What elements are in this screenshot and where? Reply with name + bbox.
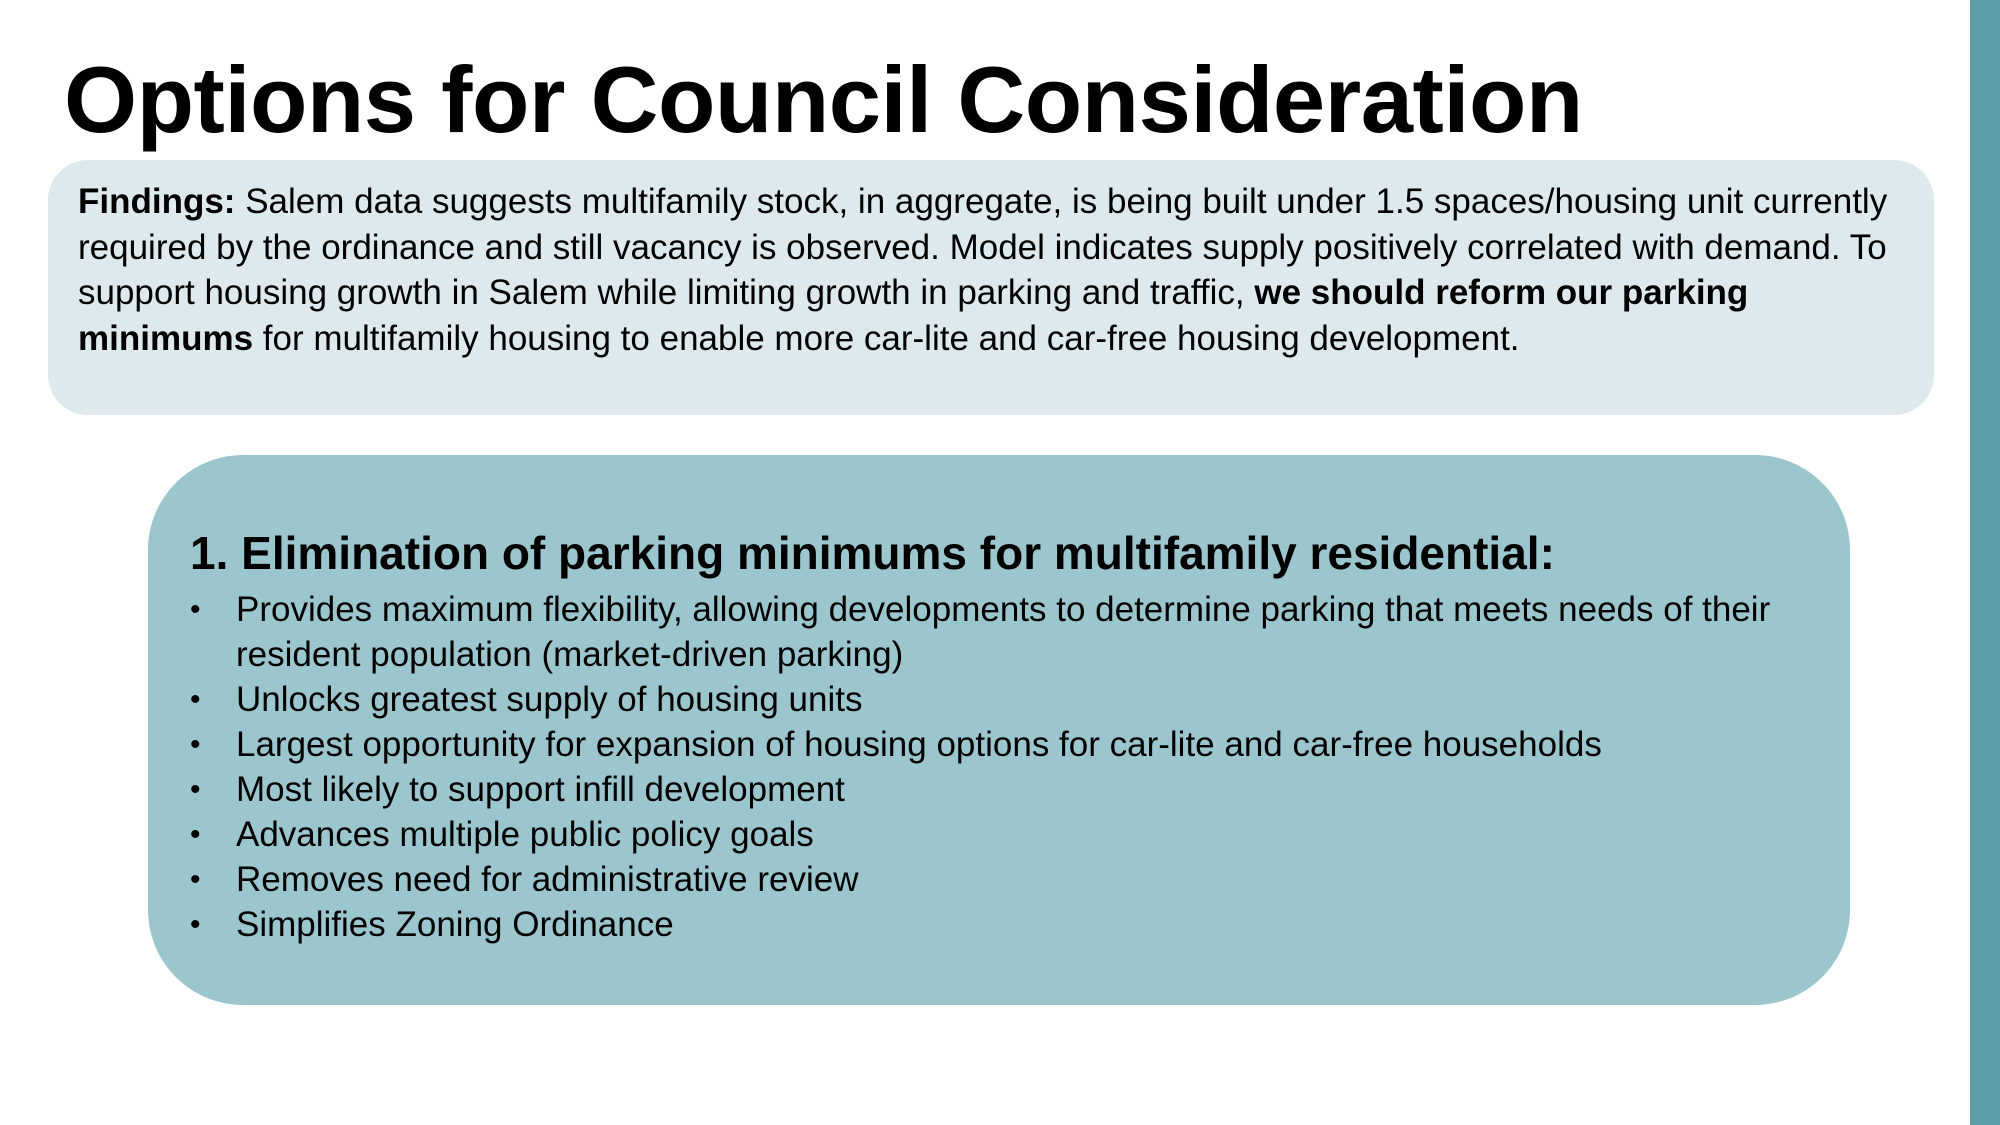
findings-box	[48, 160, 1934, 415]
right-accent-bar	[1970, 0, 2000, 1125]
bullet-icon: •	[190, 593, 201, 626]
list-item	[190, 587, 1810, 677]
findings-emphasis: we should reform our parking minimums	[78, 273, 1749, 358]
list-item	[190, 767, 1810, 812]
list-item-text: Simplifies Zoning Ordinance	[236, 905, 674, 944]
list-item	[190, 677, 1810, 722]
list-item-text: Unlocks greatest supply of housing units	[236, 680, 863, 719]
list-item-text: Most likely to support infill development	[236, 770, 845, 809]
bullet-icon: •	[190, 683, 201, 716]
option-1-box	[148, 455, 1850, 1005]
bullet-icon: •	[190, 728, 201, 761]
bullet-icon: •	[190, 773, 201, 806]
findings-label: Findings:	[78, 182, 236, 221]
findings-paragraph	[78, 179, 1906, 361]
list-item-text: Provides maximum flexibility, allowing developments to determine parking that meets needs of their resident population (market-driven parking)	[236, 590, 1771, 674]
list-item	[190, 857, 1810, 902]
list-item	[190, 722, 1810, 767]
list-item	[190, 812, 1810, 857]
slide-title: Options for Council Consideration	[64, 47, 1583, 152]
list-item	[190, 902, 1810, 947]
option-1-benefits-list	[190, 587, 1810, 947]
list-item-text: Removes need for administrative review	[236, 860, 859, 899]
option-1-heading: 1. Elimination of parking minimums for multifamily residential:	[190, 527, 1555, 579]
list-item-text: Advances multiple public policy goals	[236, 815, 814, 854]
findings-text-part-2: for multifamily housing to enable more car-lite and car-free housing development.	[253, 318, 1520, 358]
list-item-text: Largest opportunity for expansion of housing options for car-lite and car-free households	[236, 725, 1602, 764]
bullet-icon: •	[190, 908, 201, 941]
bullet-icon: •	[190, 818, 201, 851]
findings-text-part-1: Salem data suggests multifamily stock, in aggregate, is being built under 1.5 spaces/housing unit currently required by the ordinance and still vacancy is observed. Model indicates supply positively correlated with demand. To support housing growth in Salem while limiting growth in parking and traffic,	[78, 182, 1888, 312]
bullet-icon: •	[190, 863, 201, 896]
